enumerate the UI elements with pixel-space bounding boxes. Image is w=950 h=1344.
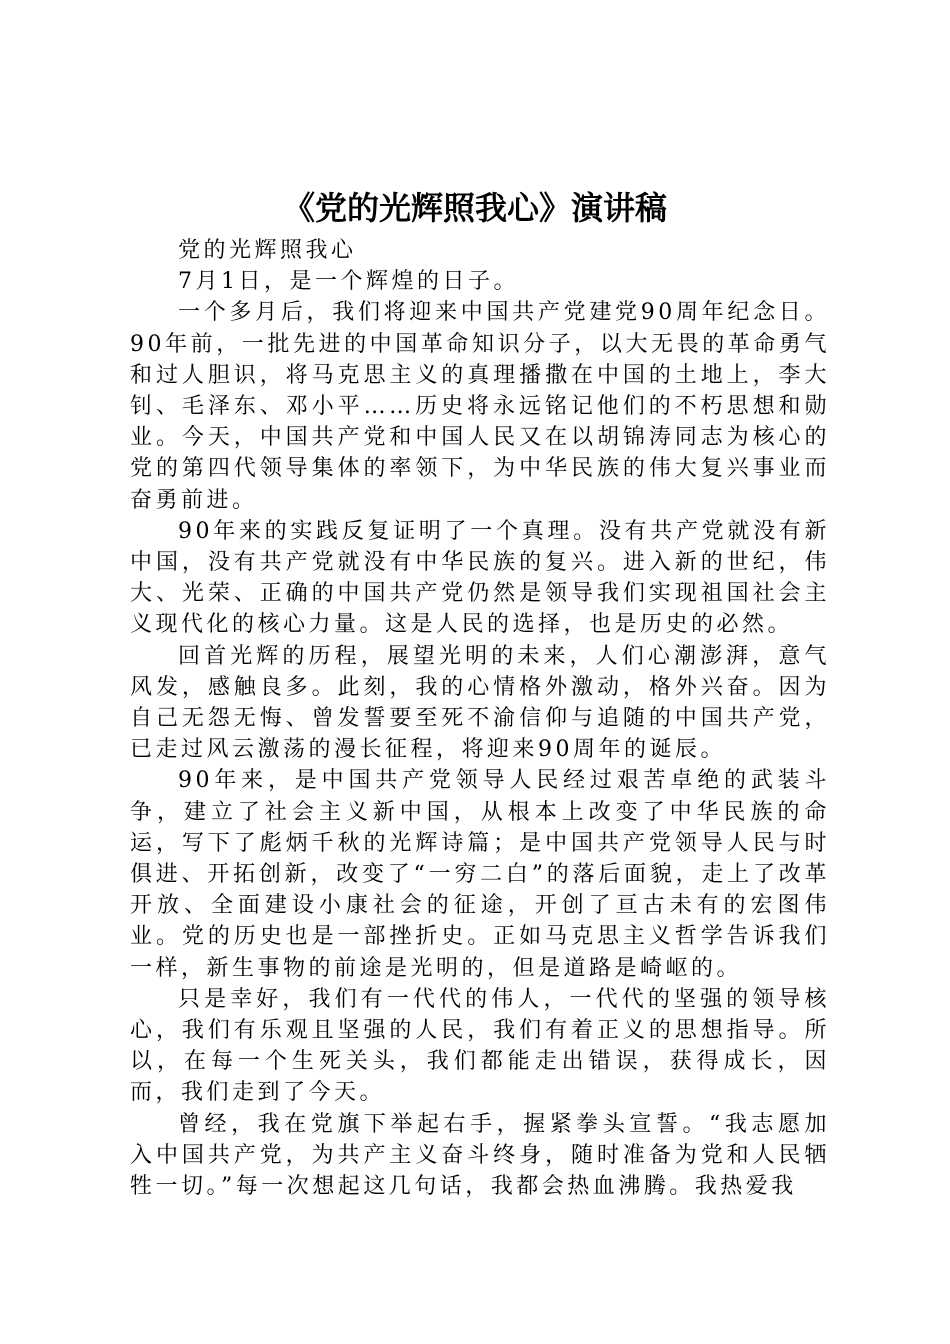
paragraph: 一个多月后，我们将迎来中国共产党建党90周年纪念日。90年前，一批先进的中国革命知识分子，以大无畏的革命勇气和过人胆识，将马克思主义的真理播撒在中国的土地上，李大钊、毛泽东、邓小平……历史将永远铭记他们的不朽思想和勋业。今天，中国共产党和中国人民又在以胡锦涛同志为核心的党的第四代领导集体的率领下，为中华民族的伟大复兴事业而奋勇前进。 [130, 300, 830, 513]
paragraph: 回首光辉的历程，展望光明的未来，人们心潮澎湃，意气风发，感触良多。此刻，我的心情格外激动，格外兴奋。因为自己无怨无悔、曾发誓要至死不渝信仰与追随的中国共产党，已走过风云激荡的漫长征程，将迎来90周年的诞辰。 [130, 643, 830, 763]
paragraph: 90年来的实践反复证明了一个真理。没有共产党就没有新中国，没有共产党就没有中华民族的复兴。进入新的世纪，伟大、光荣、正确的中国共产党仍然是领导我们实现祖国社会主义现代化的核心力量。这是人民的选择，也是历史的必然。 [130, 518, 830, 638]
document-body [130, 235, 830, 1202]
paragraph: 90年来，是中国共产党领导人民经过艰苦卓绝的武装斗争，建立了社会主义新中国，从根本上改变了中华民族的命运，写下了彪炳千秋的光辉诗篇；是中国共产党领导人民与时俱进、开拓创新，改变了“一穷二白”的落后面貌，走上了改革开放、全面建设小康社会的征途，开创了亘古未有的宏图伟业。党的历史也是一部挫折史。正如马克思主义哲学告诉我们一样，新生事物的前途是光明的，但是道路是崎岖的。 [130, 768, 830, 981]
document-title: 《党的光辉照我心》演讲稿 [282, 189, 667, 227]
paragraph-subtitle: 党的光辉照我心 [178, 238, 357, 263]
paragraph-date: 7月1日，是一个辉煌的日子。 [178, 269, 519, 295]
paragraph: 曾经，我在党旗下举起右手，握紧拳头宣誓。“我志愿加入中国共产党，为共产主义奋斗终身，随时准备为党和人民牺牲一切。”每一次想起这几句话，我都会热血沸腾。我热爱我 [130, 1111, 830, 1200]
paragraph: 只是幸好，我们有一代代的伟人，一代代的坚强的领导核心，我们有乐观且坚强的人民，我们有着正义的思想指导。所以，在每一个生死关头，我们都能走出错误，获得成长，因而，我们走到了今天。 [130, 986, 830, 1106]
